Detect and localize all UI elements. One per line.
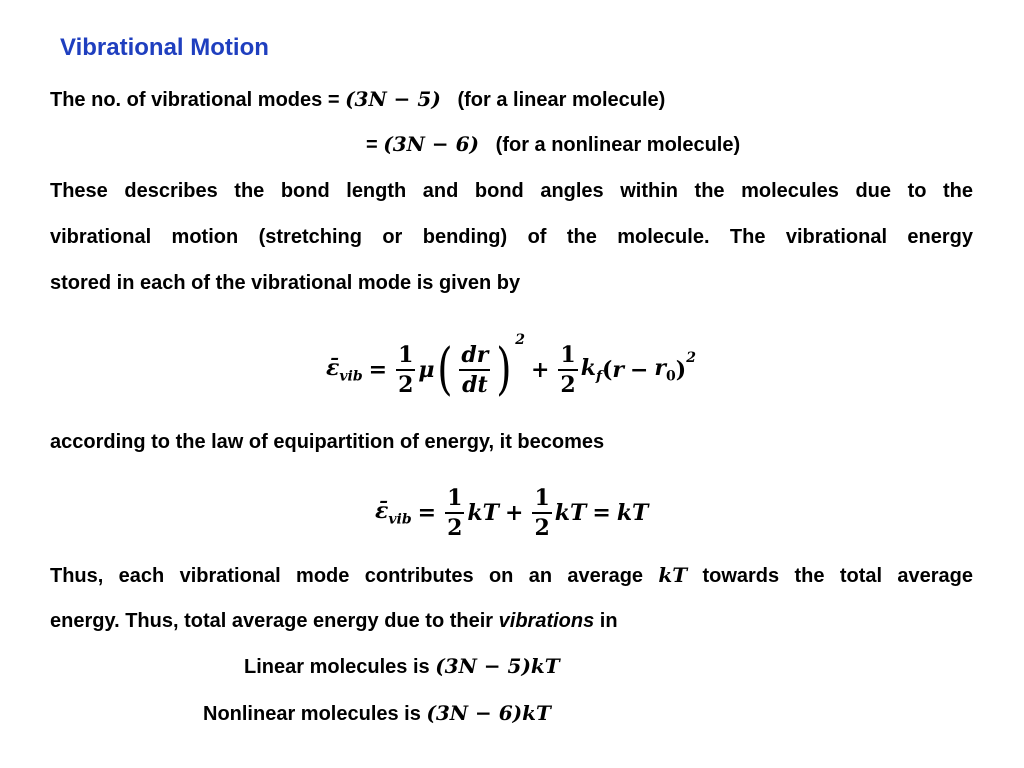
eq1-lhs: $\varepsilon̄_{vib}$ <box>326 355 363 385</box>
linear-result: Linear molecules is (3N − 5)kT <box>244 654 560 678</box>
linear-modes-note: (for a linear molecule) <box>457 89 666 111</box>
paragraph-1-line-2: vibrational motion (stretching or bending) of the molecule. The vibrational energy <box>50 226 973 248</box>
eq1-r0: $r_0$ <box>654 355 676 385</box>
paragraph-2-line-1: Thus, each vibrational mode contributes on an average kT towards the total average <box>50 563 973 587</box>
linear-modes-expr: (3N − 5) <box>345 87 441 111</box>
nonlinear-modes-expr: (3N − 6) <box>383 132 479 156</box>
equation-energy: $\varepsilon̄_{vib}$ = $\frac{1}{2}$ μ ( $\frac{dr}{dt}$ ) $^2$ + $\frac{1}{2}$ $k_f$ ( r − $r_0$ ) $^2$ <box>326 332 696 402</box>
modes-line-nonlinear <box>366 131 740 158</box>
paragraph-1-line-3: stored in each of the vibrational mode is given by <box>50 272 521 294</box>
kT-inline: kT <box>658 563 688 587</box>
eq1-half-fraction-2: $\frac{1}{2}$ <box>560 342 576 398</box>
paragraph-2-line-2: energy. Thus, total average energy due to their vibrations in <box>50 610 618 632</box>
paragraph-1-line-1: These describes the bond length and bond angles within the molecules due to the <box>50 180 973 202</box>
eq1-derivative: $\frac{dr}{dt}$ <box>461 342 489 398</box>
eq1-equals: = <box>368 357 388 383</box>
vibrations-emphasis: vibrations <box>498 610 595 632</box>
eq2-result: kT <box>616 500 649 526</box>
eq1-kf: $k_f$ <box>580 355 602 385</box>
eq2-half-fraction: $\frac{1}{2}$ <box>447 485 463 541</box>
modes-equals: = <box>327 89 340 111</box>
eq1-square: 2 <box>515 332 525 348</box>
eq1-half-fraction: $\frac{1}{2}$ <box>398 342 414 398</box>
eq1-plus: + <box>530 357 550 383</box>
nonlinear-result: Nonlinear molecules is (3N − 6)kT <box>203 701 551 725</box>
eq2-half-fraction-2: $\frac{1}{2}$ <box>534 485 550 541</box>
modes-label: The no. of vibrational modes <box>50 89 323 111</box>
equipartition-text: according to the law of equipartition of energy, it becomes <box>50 431 605 453</box>
modes-equals-2: = <box>366 134 378 156</box>
page-title: Vibrational Motion <box>60 34 269 61</box>
nonlinear-modes-note: (for a nonlinear molecule) <box>495 134 741 156</box>
modes-line-linear <box>50 86 665 113</box>
eq2-lhs: $\varepsilon̄_{vib}$ <box>375 498 412 528</box>
equation-equipartition: $\varepsilon̄_{vib}$ = $\frac{1}{2}$ kT + $\frac{1}{2}$ kT = kT <box>375 485 649 541</box>
eq1-mu: μ <box>418 357 435 383</box>
